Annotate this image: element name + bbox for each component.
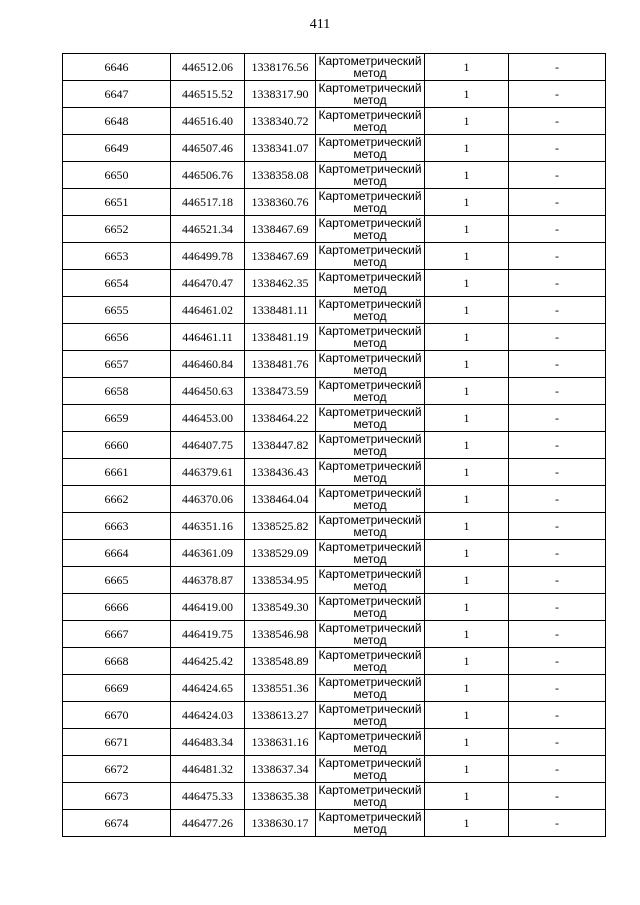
method-cell [316,594,425,621]
method-line-2: метод [353,228,387,242]
method-line-1: Картометрический [318,270,422,284]
table-row [63,459,606,486]
note-cell: - [509,189,606,216]
method-line-1: Картометрический [318,594,422,608]
y-coordinate-cell: 1338467.69 [245,216,316,243]
method-cell [316,135,425,162]
x-coordinate-cell: 446470.47 [171,270,245,297]
y-coordinate-cell: 1338341.07 [245,135,316,162]
method-line-2: метод [353,552,387,566]
method-line-1: Картометрический [318,405,422,419]
accuracy-cell: 1 [425,675,509,702]
note-cell: - [509,351,606,378]
method-line-1: Картометрический [318,513,422,527]
method-cell [316,216,425,243]
method-cell [316,270,425,297]
y-coordinate-cell: 1338635.38 [245,783,316,810]
note-cell: - [509,513,606,540]
y-coordinate-cell: 1338548.89 [245,648,316,675]
point-number-cell: 6664 [63,540,171,567]
method-cell [316,297,425,324]
point-number-cell: 6668 [63,648,171,675]
note-cell: - [509,405,606,432]
accuracy-cell: 1 [425,54,509,81]
table-row [63,486,606,513]
table-row [63,648,606,675]
accuracy-cell: 1 [425,108,509,135]
accuracy-cell: 1 [425,486,509,513]
accuracy-cell: 1 [425,756,509,783]
y-coordinate-cell: 1338525.82 [245,513,316,540]
accuracy-cell: 1 [425,729,509,756]
method-cell [316,351,425,378]
method-cell [316,783,425,810]
table-row [63,513,606,540]
method-line-1: Картометрический [318,486,422,500]
accuracy-cell: 1 [425,540,509,567]
accuracy-cell: 1 [425,270,509,297]
point-number-cell: 6665 [63,567,171,594]
table-row [63,324,606,351]
method-line-1: Картометрический [318,459,422,473]
table-row [63,243,606,270]
point-number-cell: 6672 [63,756,171,783]
method-cell [316,54,425,81]
method-line-1: Картометрический [318,243,422,257]
accuracy-cell: 1 [425,567,509,594]
y-coordinate-cell: 1338317.90 [245,81,316,108]
x-coordinate-cell: 446517.18 [171,189,245,216]
table-row [63,756,606,783]
point-number-cell: 6647 [63,81,171,108]
y-coordinate-cell: 1338358.08 [245,162,316,189]
method-line-1: Картометрический [318,162,422,176]
point-number-cell: 6669 [63,675,171,702]
x-coordinate-cell: 446450.63 [171,378,245,405]
method-line-2: метод [353,714,387,728]
accuracy-cell: 1 [425,594,509,621]
y-coordinate-cell: 1338546.98 [245,621,316,648]
note-cell: - [509,432,606,459]
y-coordinate-cell: 1338447.82 [245,432,316,459]
note-cell: - [509,702,606,729]
note-cell: - [509,54,606,81]
x-coordinate-cell: 446507.46 [171,135,245,162]
accuracy-cell: 1 [425,513,509,540]
method-cell [316,729,425,756]
method-cell [316,486,425,513]
note-cell: - [509,216,606,243]
table-row [63,270,606,297]
method-line-2: метод [353,498,387,512]
note-cell: - [509,108,606,135]
x-coordinate-cell: 446477.26 [171,810,245,837]
y-coordinate-cell: 1338529.09 [245,540,316,567]
y-coordinate-cell: 1338360.76 [245,189,316,216]
table-row [63,702,606,729]
point-number-cell: 6670 [63,702,171,729]
method-cell [316,108,425,135]
method-line-2: метод [353,525,387,539]
y-coordinate-cell: 1338467.69 [245,243,316,270]
point-number-cell: 6656 [63,324,171,351]
note-cell: - [509,135,606,162]
table-row [63,810,606,837]
y-coordinate-cell: 1338462.35 [245,270,316,297]
accuracy-cell: 1 [425,783,509,810]
x-coordinate-cell: 446461.02 [171,297,245,324]
method-line-2: метод [353,363,387,377]
method-line-2: метод [353,147,387,161]
y-coordinate-cell: 1338340.72 [245,108,316,135]
accuracy-cell: 1 [425,378,509,405]
table-row [63,621,606,648]
method-cell [316,432,425,459]
x-coordinate-cell: 446461.11 [171,324,245,351]
x-coordinate-cell: 446521.34 [171,216,245,243]
method-cell [316,405,425,432]
note-cell: - [509,675,606,702]
method-line-1: Картометрический [318,810,422,824]
method-line-1: Картометрический [318,378,422,392]
accuracy-cell: 1 [425,810,509,837]
table-row [63,567,606,594]
table-row [63,81,606,108]
accuracy-cell: 1 [425,621,509,648]
y-coordinate-cell: 1338436.43 [245,459,316,486]
method-line-2: метод [353,471,387,485]
x-coordinate-cell: 446378.87 [171,567,245,594]
table-row [63,162,606,189]
point-number-cell: 6663 [63,513,171,540]
method-line-1: Картометрический [318,351,422,365]
accuracy-cell: 1 [425,405,509,432]
table-row [63,540,606,567]
accuracy-cell: 1 [425,432,509,459]
y-coordinate-cell: 1338551.36 [245,675,316,702]
y-coordinate-cell: 1338630.17 [245,810,316,837]
accuracy-cell: 1 [425,324,509,351]
point-number-cell: 6667 [63,621,171,648]
accuracy-cell: 1 [425,216,509,243]
y-coordinate-cell: 1338464.04 [245,486,316,513]
note-cell: - [509,648,606,675]
table-row [63,54,606,81]
point-number-cell: 6660 [63,432,171,459]
method-line-1: Картометрический [318,324,422,338]
y-coordinate-cell: 1338631.16 [245,729,316,756]
point-number-cell: 6654 [63,270,171,297]
method-line-2: метод [353,579,387,593]
table-row [63,351,606,378]
method-cell [316,162,425,189]
method-line-2: метод [353,633,387,647]
method-line-1: Картометрический [318,189,422,203]
note-cell: - [509,621,606,648]
method-line-1: Картометрический [318,540,422,554]
point-number-cell: 6666 [63,594,171,621]
method-line-2: метод [353,93,387,107]
accuracy-cell: 1 [425,189,509,216]
point-number-cell: 6651 [63,189,171,216]
method-line-2: метод [353,390,387,404]
x-coordinate-cell: 446361.09 [171,540,245,567]
point-number-cell: 6649 [63,135,171,162]
method-cell [316,621,425,648]
method-cell [316,648,425,675]
note-cell: - [509,270,606,297]
x-coordinate-cell: 446379.61 [171,459,245,486]
table-row [63,675,606,702]
note-cell: - [509,594,606,621]
method-cell [316,756,425,783]
method-line-1: Картометрический [318,108,422,122]
coordinates-table-body [63,54,606,837]
method-line-1: Картометрический [318,54,422,68]
x-coordinate-cell: 446475.33 [171,783,245,810]
accuracy-cell: 1 [425,648,509,675]
method-line-2: метод [353,174,387,188]
x-coordinate-cell: 446516.40 [171,108,245,135]
method-line-2: метод [353,741,387,755]
y-coordinate-cell: 1338481.76 [245,351,316,378]
x-coordinate-cell: 446424.03 [171,702,245,729]
point-number-cell: 6650 [63,162,171,189]
y-coordinate-cell: 1338464.22 [245,405,316,432]
x-coordinate-cell: 446499.78 [171,243,245,270]
point-number-cell: 6673 [63,783,171,810]
method-line-1: Картометрический [318,729,422,743]
table-row [63,108,606,135]
accuracy-cell: 1 [425,459,509,486]
x-coordinate-cell: 446419.00 [171,594,245,621]
method-line-1: Картометрический [318,648,422,662]
method-line-2: метод [353,687,387,701]
method-cell [316,540,425,567]
method-line-1: Картометрический [318,702,422,716]
accuracy-cell: 1 [425,243,509,270]
method-cell [316,567,425,594]
note-cell: - [509,459,606,486]
table-row [63,216,606,243]
method-line-2: метод [353,660,387,674]
method-line-1: Картометрический [318,297,422,311]
method-line-1: Картометрический [318,675,422,689]
note-cell: - [509,540,606,567]
accuracy-cell: 1 [425,162,509,189]
y-coordinate-cell: 1338481.19 [245,324,316,351]
accuracy-cell: 1 [425,297,509,324]
accuracy-cell: 1 [425,351,509,378]
method-cell [316,675,425,702]
point-number-cell: 6661 [63,459,171,486]
x-coordinate-cell: 446512.06 [171,54,245,81]
point-number-cell: 6659 [63,405,171,432]
note-cell: - [509,81,606,108]
note-cell: - [509,756,606,783]
method-line-1: Картометрический [318,567,422,581]
method-cell [316,81,425,108]
note-cell: - [509,243,606,270]
method-cell [316,513,425,540]
method-line-2: метод [353,255,387,269]
point-number-cell: 6653 [63,243,171,270]
point-number-cell: 6652 [63,216,171,243]
x-coordinate-cell: 446515.52 [171,81,245,108]
method-cell [316,810,425,837]
method-line-1: Картометрический [318,621,422,635]
method-line-1: Картометрический [318,783,422,797]
method-line-1: Картометрический [318,756,422,770]
x-coordinate-cell: 446483.34 [171,729,245,756]
x-coordinate-cell: 446419.75 [171,621,245,648]
point-number-cell: 6674 [63,810,171,837]
accuracy-cell: 1 [425,702,509,729]
method-cell [316,243,425,270]
method-line-2: метод [353,822,387,836]
table-row [63,783,606,810]
table-row [63,594,606,621]
table-row [63,189,606,216]
y-coordinate-cell: 1338534.95 [245,567,316,594]
method-cell [316,702,425,729]
method-line-1: Картометрический [318,135,422,149]
method-line-2: метод [353,444,387,458]
x-coordinate-cell: 446351.16 [171,513,245,540]
table-row [63,297,606,324]
point-number-cell: 6646 [63,54,171,81]
method-line-2: метод [353,282,387,296]
y-coordinate-cell: 1338549.30 [245,594,316,621]
y-coordinate-cell: 1338481.11 [245,297,316,324]
note-cell: - [509,486,606,513]
y-coordinate-cell: 1338613.27 [245,702,316,729]
method-line-1: Картометрический [318,216,422,230]
y-coordinate-cell: 1338637.34 [245,756,316,783]
y-coordinate-cell: 1338176.56 [245,54,316,81]
x-coordinate-cell: 446460.84 [171,351,245,378]
method-cell [316,324,425,351]
note-cell: - [509,162,606,189]
x-coordinate-cell: 446453.00 [171,405,245,432]
method-line-2: метод [353,309,387,323]
method-line-2: метод [353,606,387,620]
note-cell: - [509,810,606,837]
method-cell [316,189,425,216]
note-cell: - [509,783,606,810]
accuracy-cell: 1 [425,81,509,108]
method-line-1: Картометрический [318,432,422,446]
note-cell: - [509,567,606,594]
method-line-2: метод [353,66,387,80]
method-line-2: метод [353,201,387,215]
accuracy-cell: 1 [425,135,509,162]
point-number-cell: 6655 [63,297,171,324]
point-number-cell: 6658 [63,378,171,405]
method-line-2: метод [353,336,387,350]
x-coordinate-cell: 446407.75 [171,432,245,459]
point-number-cell: 6648 [63,108,171,135]
method-line-2: метод [353,120,387,134]
point-number-cell: 6657 [63,351,171,378]
x-coordinate-cell: 446370.06 [171,486,245,513]
table-row [63,378,606,405]
x-coordinate-cell: 446425.42 [171,648,245,675]
table-row [63,729,606,756]
table-row [63,405,606,432]
x-coordinate-cell: 446506.76 [171,162,245,189]
y-coordinate-cell: 1338473.59 [245,378,316,405]
method-line-2: метод [353,417,387,431]
page-number: 411 [309,17,331,32]
x-coordinate-cell: 446481.32 [171,756,245,783]
x-coordinate-cell: 446424.65 [171,675,245,702]
note-cell: - [509,729,606,756]
point-number-cell: 6662 [63,486,171,513]
method-line-1: Картометрический [318,81,422,95]
point-number-cell: 6671 [63,729,171,756]
method-cell [316,378,425,405]
table-row [63,135,606,162]
method-cell [316,459,425,486]
note-cell: - [509,378,606,405]
table-row [63,432,606,459]
method-line-2: метод [353,768,387,782]
note-cell: - [509,324,606,351]
note-cell: - [509,297,606,324]
method-line-2: метод [353,795,387,809]
coordinates-table [62,53,606,837]
